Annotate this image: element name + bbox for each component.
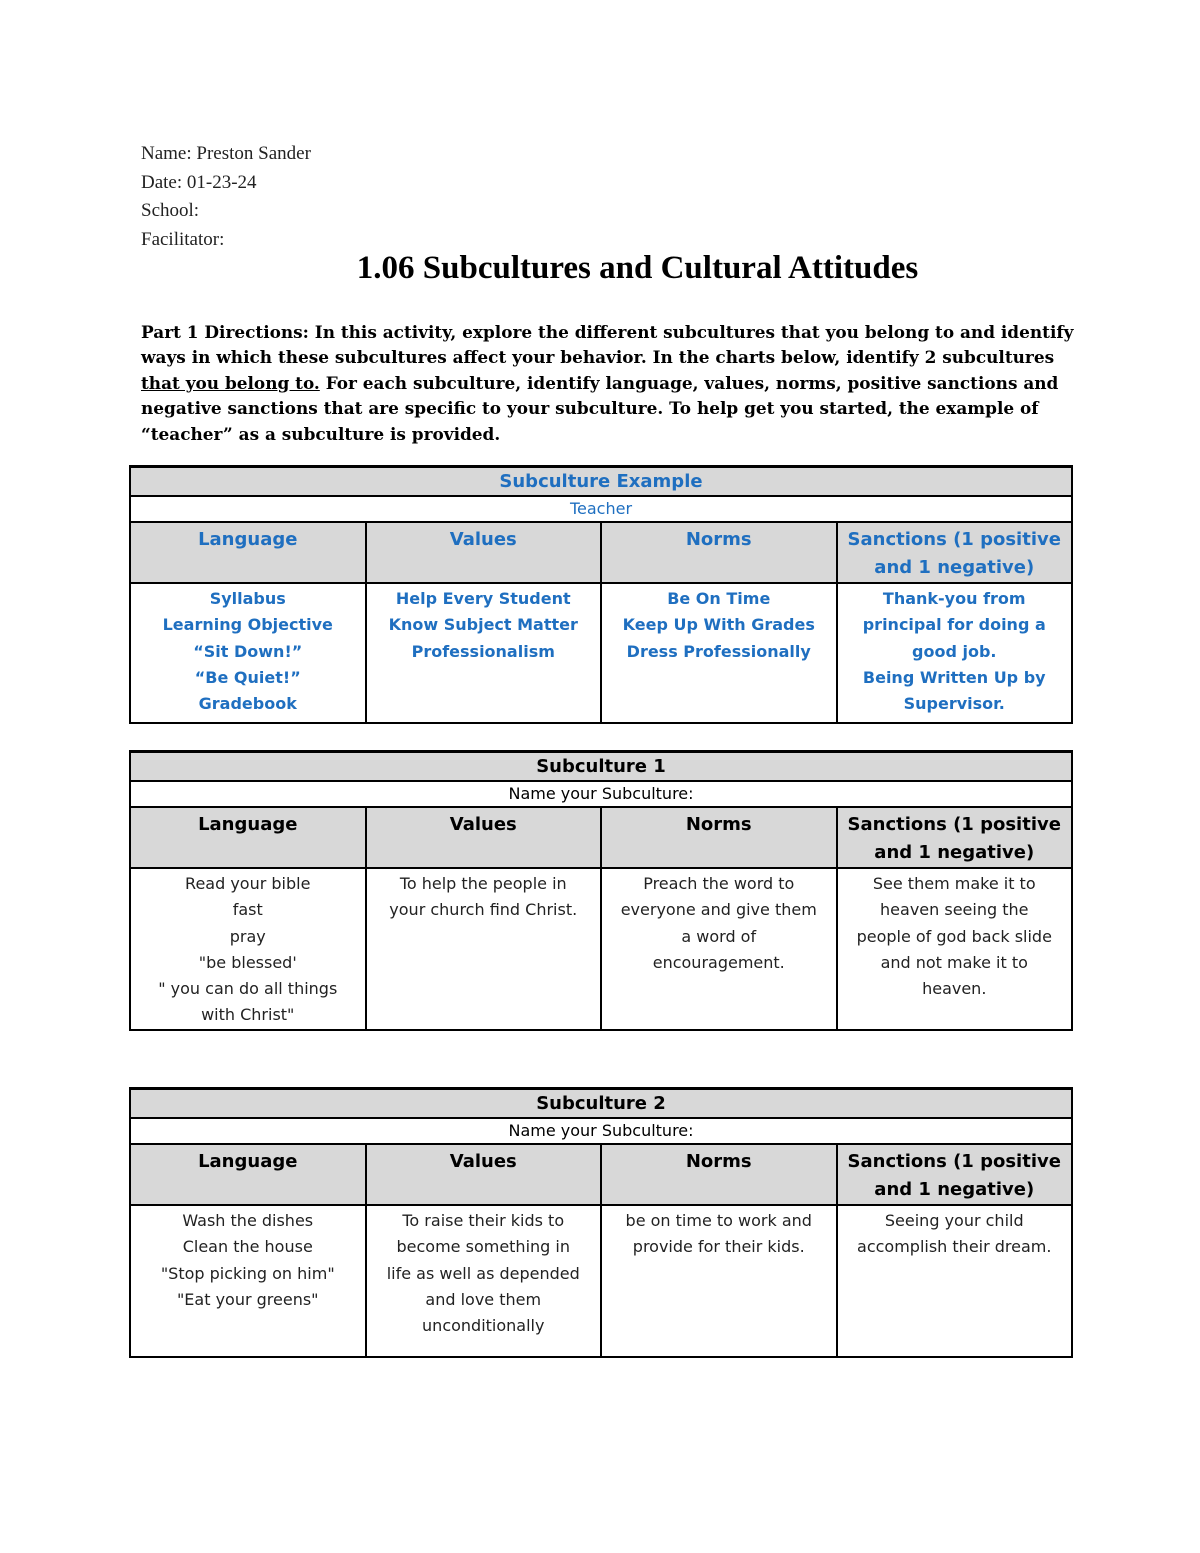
cell-line: “Be Quiet!” (194, 667, 301, 687)
cell-line: good job. (912, 641, 997, 661)
header-values: Values (366, 807, 602, 868)
header-values: Values (366, 1144, 602, 1205)
cell-line: with Christ" (201, 1005, 295, 1025)
cell-line: principal for doing a (862, 615, 1046, 635)
cell-line: unconditionally (422, 1316, 545, 1336)
cell-line: encouragement. (652, 952, 785, 972)
cell-line: pray (229, 926, 266, 946)
subculture-2-table (129, 1087, 1073, 1358)
cell-line: heaven seeing the (880, 900, 1029, 920)
subculture-name-field[interactable]: Name your Subculture: (130, 781, 1072, 807)
header-language: Language (130, 522, 366, 583)
name-line: Name: Preston Sander (141, 143, 311, 164)
cell-line: Help Every Student (395, 589, 571, 608)
cell-norms[interactable] (601, 1205, 837, 1357)
cell-sanctions (837, 583, 1073, 723)
cell-line: Keep Up With Grades (622, 615, 815, 635)
header-sanctions: Sanctions (1 positive and 1 negative) (837, 807, 1073, 868)
cell-line: become something in (396, 1237, 570, 1257)
cell-line: Thank-you from (882, 589, 1026, 608)
header-norms: Norms (601, 522, 837, 583)
cell-line: life as well as depended (386, 1263, 580, 1283)
cell-line: heaven. (922, 979, 987, 999)
cell-line: your church find Christ. (389, 900, 578, 920)
directions-underlined: that you belong to. (141, 372, 320, 393)
cell-sanctions[interactable] (837, 868, 1073, 1030)
cell-line: Clean the house (182, 1237, 313, 1257)
cell-line: Read your bible (185, 874, 311, 893)
cell-norms[interactable] (601, 868, 837, 1030)
cell-line: and love them (425, 1289, 542, 1309)
student-info (141, 140, 311, 255)
cell-line: accomplish their dream. (857, 1237, 1052, 1257)
cell-values[interactable] (366, 1205, 602, 1357)
header-sanctions: Sanctions (1 positive and 1 negative) (837, 1144, 1073, 1205)
cell-line: Wash the dishes (182, 1211, 314, 1230)
cell-line: Be On Time (667, 589, 771, 608)
directions-text-1: Part 1 Directions: In this activity, explore the different subcultures that you belong to and identify ways in which these subcultures affect your behavior. In the charts below, identify 2 subcultures (141, 322, 1074, 368)
header-sanctions: Sanctions (1 positive and 1 negative) (837, 522, 1073, 583)
subculture-1-table (129, 750, 1073, 1031)
table-title: Subculture 1 (130, 752, 1072, 782)
cell-line: See them make it to (872, 874, 1036, 893)
header-language: Language (130, 1144, 366, 1205)
cell-line: “Sit Down!” (193, 641, 303, 661)
cell-line: everyone and give them (620, 900, 817, 920)
cell-line: Gradebook (198, 694, 297, 714)
facilitator-line: Facilitator: (141, 229, 225, 251)
header-language: Language (130, 807, 366, 868)
page-title: 1.06 Subcultures and Cultural Attitudes (356, 250, 919, 286)
directions-paragraph (141, 320, 1076, 447)
table-title: Subculture 2 (130, 1089, 1072, 1119)
cell-line: fast (232, 900, 263, 920)
cell-line: a word of (681, 926, 757, 946)
cell-line: provide for their kids. (632, 1237, 805, 1257)
example-table (129, 465, 1073, 724)
cell-line: Dress Professionally (626, 641, 811, 661)
cell-line: "be blessed' (198, 952, 297, 972)
header-values: Values (366, 522, 602, 583)
cell-line: Seeing your child (884, 1211, 1024, 1230)
cell-values[interactable] (366, 868, 602, 1030)
subculture-name: Teacher (130, 496, 1072, 522)
cell-line: Learning Objective (162, 615, 333, 635)
school-line: School: (141, 200, 200, 222)
cell-line: Being Written Up by (862, 667, 1046, 687)
cell-line: To help the people in (399, 874, 567, 893)
cell-line: " you can do all things (158, 979, 338, 999)
cell-line: Supervisor. (903, 694, 1005, 714)
cell-language[interactable] (130, 1205, 366, 1357)
cell-sanctions[interactable] (837, 1205, 1073, 1357)
cell-line: Syllabus (209, 589, 286, 608)
cell-line: and not make it to (880, 952, 1028, 972)
cell-language[interactable] (130, 868, 366, 1030)
header-norms: Norms (601, 1144, 837, 1205)
cell-line: "Stop picking on him" (160, 1263, 335, 1283)
header-norms: Norms (601, 807, 837, 868)
table-title: Subculture Example (130, 467, 1072, 497)
cell-norms (601, 583, 837, 723)
subculture-name-field[interactable]: Name your Subculture: (130, 1118, 1072, 1144)
directions-text-2: For each subculture, identify language, values, norms, positive sanctions and negative sanctions that are specific to your subculture. To help get you started, the example of “teacher” as a subculture is provided. (141, 372, 1059, 444)
cell-line: Professionalism (411, 641, 555, 661)
cell-line: people of god back slide (856, 926, 1052, 946)
cell-line: "Eat your greens" (176, 1289, 319, 1309)
cell-line: Preach the word to (643, 874, 795, 893)
cell-language (130, 583, 366, 723)
cell-values (366, 583, 602, 723)
cell-line: be on time to work and (625, 1211, 812, 1230)
cell-line: Know Subject Matter (388, 615, 578, 635)
cell-line: To raise their kids to (402, 1211, 565, 1230)
date-line: Date: 01-23-24 (141, 171, 257, 193)
